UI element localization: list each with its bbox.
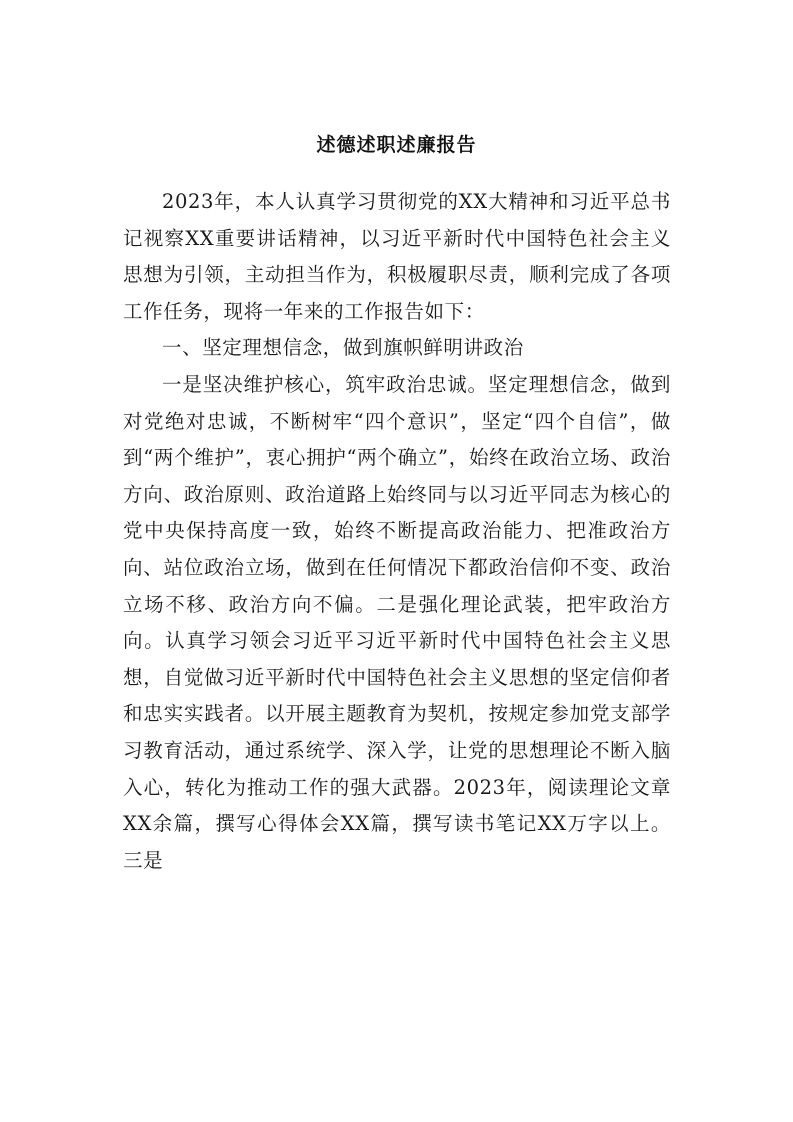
point-three-lead: 三是	[123, 848, 164, 872]
section-heading: 一、坚定理想信念，做到旗帜鲜明讲政治	[162, 336, 524, 360]
document-title: 述德述职述廉报告	[316, 134, 477, 156]
intro-paragraph: 2023年，本人认真学习贯彻党的XX大精神和习近平总书记视察XX重要讲话精神，以习近平新时代中国特色社会主义思想为引领，主动担当作为，积极履职尽责，顺利完成了各项工作任务，现将一年来的工作报告如下：	[123, 190, 671, 323]
point-two-lead: 二是	[376, 592, 419, 616]
point-two-text: 强化理论武装，把牢政治方向。认真学习领会习近平习近平新时代中国特色社会主义思想，自觉做习近平新时代中国特色社会主义思想的坚定信仰者和忠实实践者。以开展主题教育为契机，按规定参加党支部学习教育活动，通过系统学、深入学，让党的思想理论不断入脑入心，转化为推动工作的强大武器。2023年，阅读理论文章XX余篇，撰写心得体会XX篇，撰写读书笔记XX万字以上。	[123, 592, 671, 836]
document-body	[123, 184, 671, 879]
point-one-lead: 一是	[162, 372, 203, 396]
section-paragraph	[123, 367, 671, 879]
point-one-text: 坚决维护核心，筑牢政治忠诚。坚定理想信念，做到对党绝对忠诚，不断树牢“四个意识”，坚定“四个自信”，做到“两个维护”，衷心拥护“两个确立”，始终在政治立场、政治方向、政治原则、政治道路上始终同与以习近平同志为核心的党中央保持高度一致，始终不断提高政治能力、把准政治方向、站位政治立场，做到在任何情况下都政治信仰不变、政治立场不移、政治方向不偏。	[123, 372, 671, 616]
